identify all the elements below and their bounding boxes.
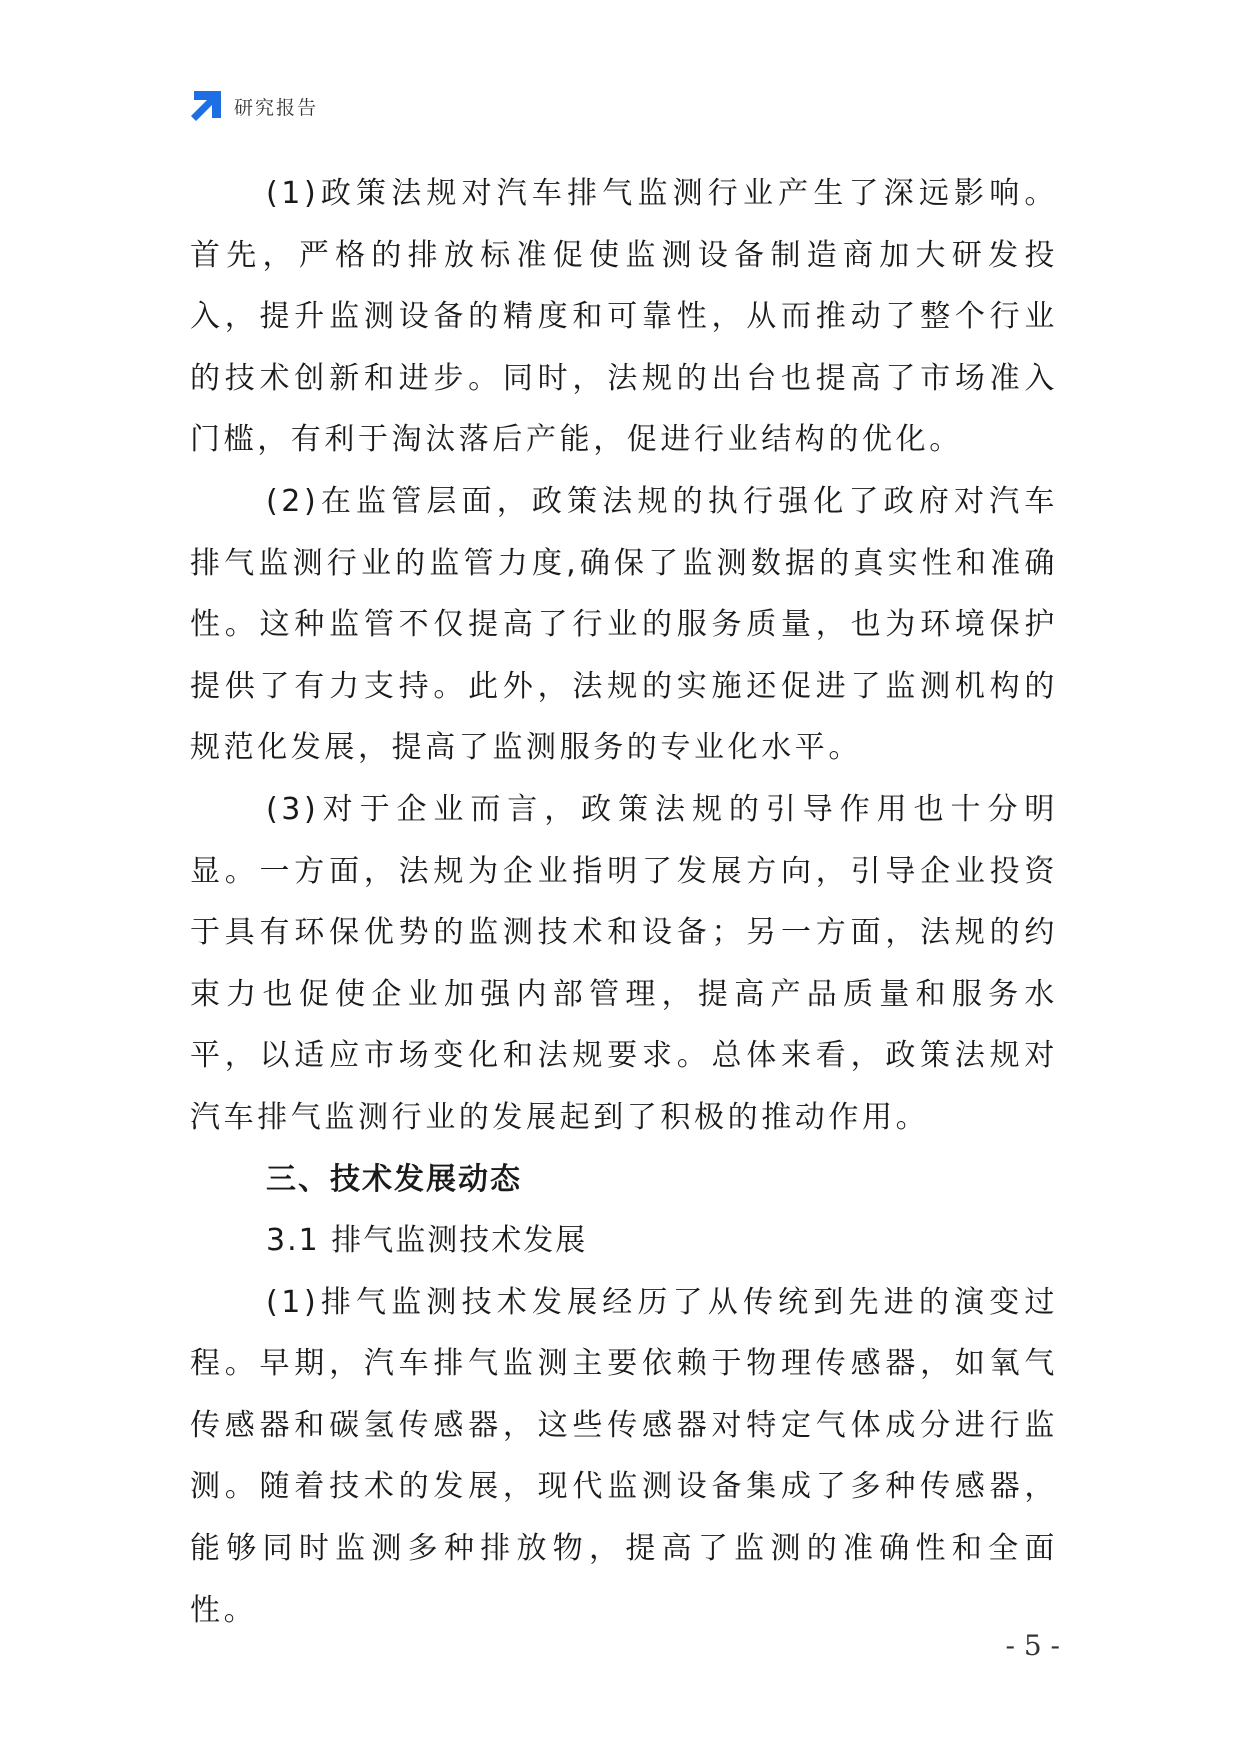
paragraph-4: (1)排气监测技术发展经历了从传统到先进的演变过程。早期，汽车排气监测主要依赖于物理传感器，如氧气传感器和碳氢传感器，这些传感器对特定气体成分进行监测。随着技术的发展，现代监测设备集成了多种传感器，能够同时监测多种排放物，提高了监测的准确性和全面性。 bbox=[190, 1284, 1058, 1628]
arrow-up-right-icon bbox=[189, 90, 222, 123]
subsection-heading: 3.1 排气监测技术发展 bbox=[266, 1223, 588, 1259]
page-number: - 5 - bbox=[1005, 1629, 1060, 1662]
paragraph-1: (1)政策法规对汽车排气监测行业产生了深远影响。首先，严格的排放标准促使监测设备制造商加大研发投入，提升监测设备的精度和可靠性，从而推动了整个行业的技术创新和进步。同时，法规的出台也提高了市场准入门槛，有利于淘汰落后产能，促进行业结构的优化。 bbox=[190, 176, 1058, 458]
paragraph-2: (2)在监管层面，政策法规的执行强化了政府对汽车排气监测行业的监管力度,确保了监测数据的真实性和准确性。这种监管不仅提高了行业的服务质量，也为环境保护提供了有力支持。此外，法规的实施还促进了监测机构的规范化发展，提高了监测服务的专业化水平。 bbox=[190, 483, 1058, 766]
header-title: 研究报告 bbox=[234, 96, 319, 119]
report-header bbox=[189, 88, 318, 124]
document-body bbox=[190, 163, 1058, 1641]
paragraph-3: (3)对于企业而言，政策法规的引导作用也十分明显。一方面，法规为企业指明了发展方向，引导企业投资于具有环保优势的监测技术和设备；另一方面，法规的约束力也促使企业加强内部管理，提高产品质量和服务水平，以适应市场变化和法规要求。总体来看，政策法规对汽车排气监测行业的发展起到了积极的推动作用。 bbox=[190, 791, 1058, 1135]
section-heading: 三、技术发展动态 bbox=[266, 1161, 522, 1197]
